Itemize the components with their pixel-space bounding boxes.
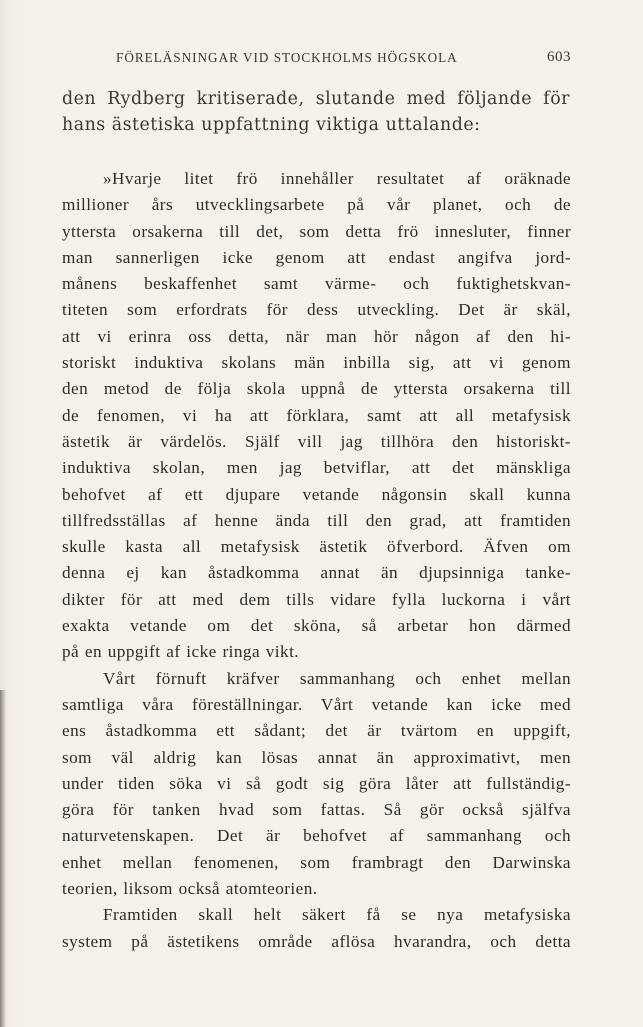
text-line: den metod de följa skola uppnå de yttersta orsakerna till bbox=[62, 379, 571, 399]
running-head bbox=[116, 50, 571, 70]
text-line: millioner års utvecklingsarbete på vår planet, och de bbox=[62, 195, 571, 215]
text-line: man sannerligen icke genom att endast angifva jord- bbox=[62, 247, 571, 267]
text-line: Framtiden skall helt säkert få se nya metafysiska bbox=[103, 905, 571, 925]
text-line: system på ästetikens område aflösa hvarandra, och detta bbox=[62, 931, 571, 951]
text-line: på en uppgift af icke ringa vikt. bbox=[62, 642, 300, 662]
intro-paragraph bbox=[62, 86, 570, 138]
text-line: att vi erinra oss detta, när man hör någon af den hi- bbox=[62, 326, 571, 346]
intro-line: den Rydberg kritiserade, slutande med följande för bbox=[62, 89, 570, 109]
text-line: ästetik är värdelös. Själf vill jag tillhöra den historiskt- bbox=[62, 431, 571, 451]
text-line: samtliga våra föreställningar. Vårt vetande kan icke med bbox=[62, 694, 571, 714]
text-line: storiskt induktiva skolans män inbilla sig, att vi genom bbox=[62, 353, 571, 373]
text-line: månens beskaffenhet samt värme- och fuktighetskvan- bbox=[62, 274, 571, 294]
text-line: ens åstadkomma ett sådant; det är tvärtom en uppgift, bbox=[62, 721, 571, 741]
quoted-text bbox=[62, 166, 571, 955]
text-line: enhet mellan fenomenen, som frambragt den Darwinska bbox=[62, 852, 571, 872]
text-line: under tiden söka vi så godt sig göra låter att fullständig- bbox=[62, 773, 571, 793]
text-line: titeten som erfordrats för dess utveckling. Det är skäl, bbox=[62, 300, 571, 320]
text-line: dikter för att med dem tills vidare fylla luckorna i vårt bbox=[62, 589, 571, 609]
text-line: skulle kasta all metafysisk ästetik öfverbord. Äfven om bbox=[62, 537, 571, 557]
text-line: göra för tanken hvad som fattas. Så gör också själfva bbox=[62, 800, 571, 820]
text-line: »Hvarje litet frö innehåller resultatet af oräknade bbox=[103, 169, 571, 188]
text-line: teorien, liksom också atomteorien. bbox=[62, 879, 318, 899]
running-title: FÖRELÄSNINGAR VID STOCKHOLMS HÖGSKOLA bbox=[116, 50, 458, 65]
text-line: naturvetenskapen. Det är behofvet af sammanhang och bbox=[62, 826, 571, 846]
text-line: induktiva skolan, men jag betviflar, att det mänskliga bbox=[62, 458, 571, 478]
text-line: exakta vetande om det sköna, så arbetar hon därmed bbox=[62, 616, 571, 636]
text-line: Vårt förnuft kräfver sammanhang och enhet mellan bbox=[103, 668, 571, 688]
text-line: behofvet af ett djupare vetande någonsin skall kunna bbox=[62, 484, 571, 504]
intro-line: hans ästetiska uppfattning viktiga uttalande: bbox=[62, 115, 481, 135]
text-line: yttersta orsakerna till det, som detta frö innesluter, finner bbox=[62, 221, 571, 241]
text-line: tillfredsställas af henne ända till den grad, att framtiden bbox=[62, 510, 571, 530]
spine-shadow bbox=[0, 690, 6, 1027]
text-line: denna ej kan åstadkomma annat än djupsinniga tanke- bbox=[62, 563, 571, 583]
text-line: som väl aldrig kan lösas annat än approximativt, men bbox=[62, 747, 571, 767]
text-line: de fenomen, vi ha att förklara, samt att all metafysisk bbox=[62, 405, 571, 425]
page-number: 603 bbox=[547, 49, 571, 65]
